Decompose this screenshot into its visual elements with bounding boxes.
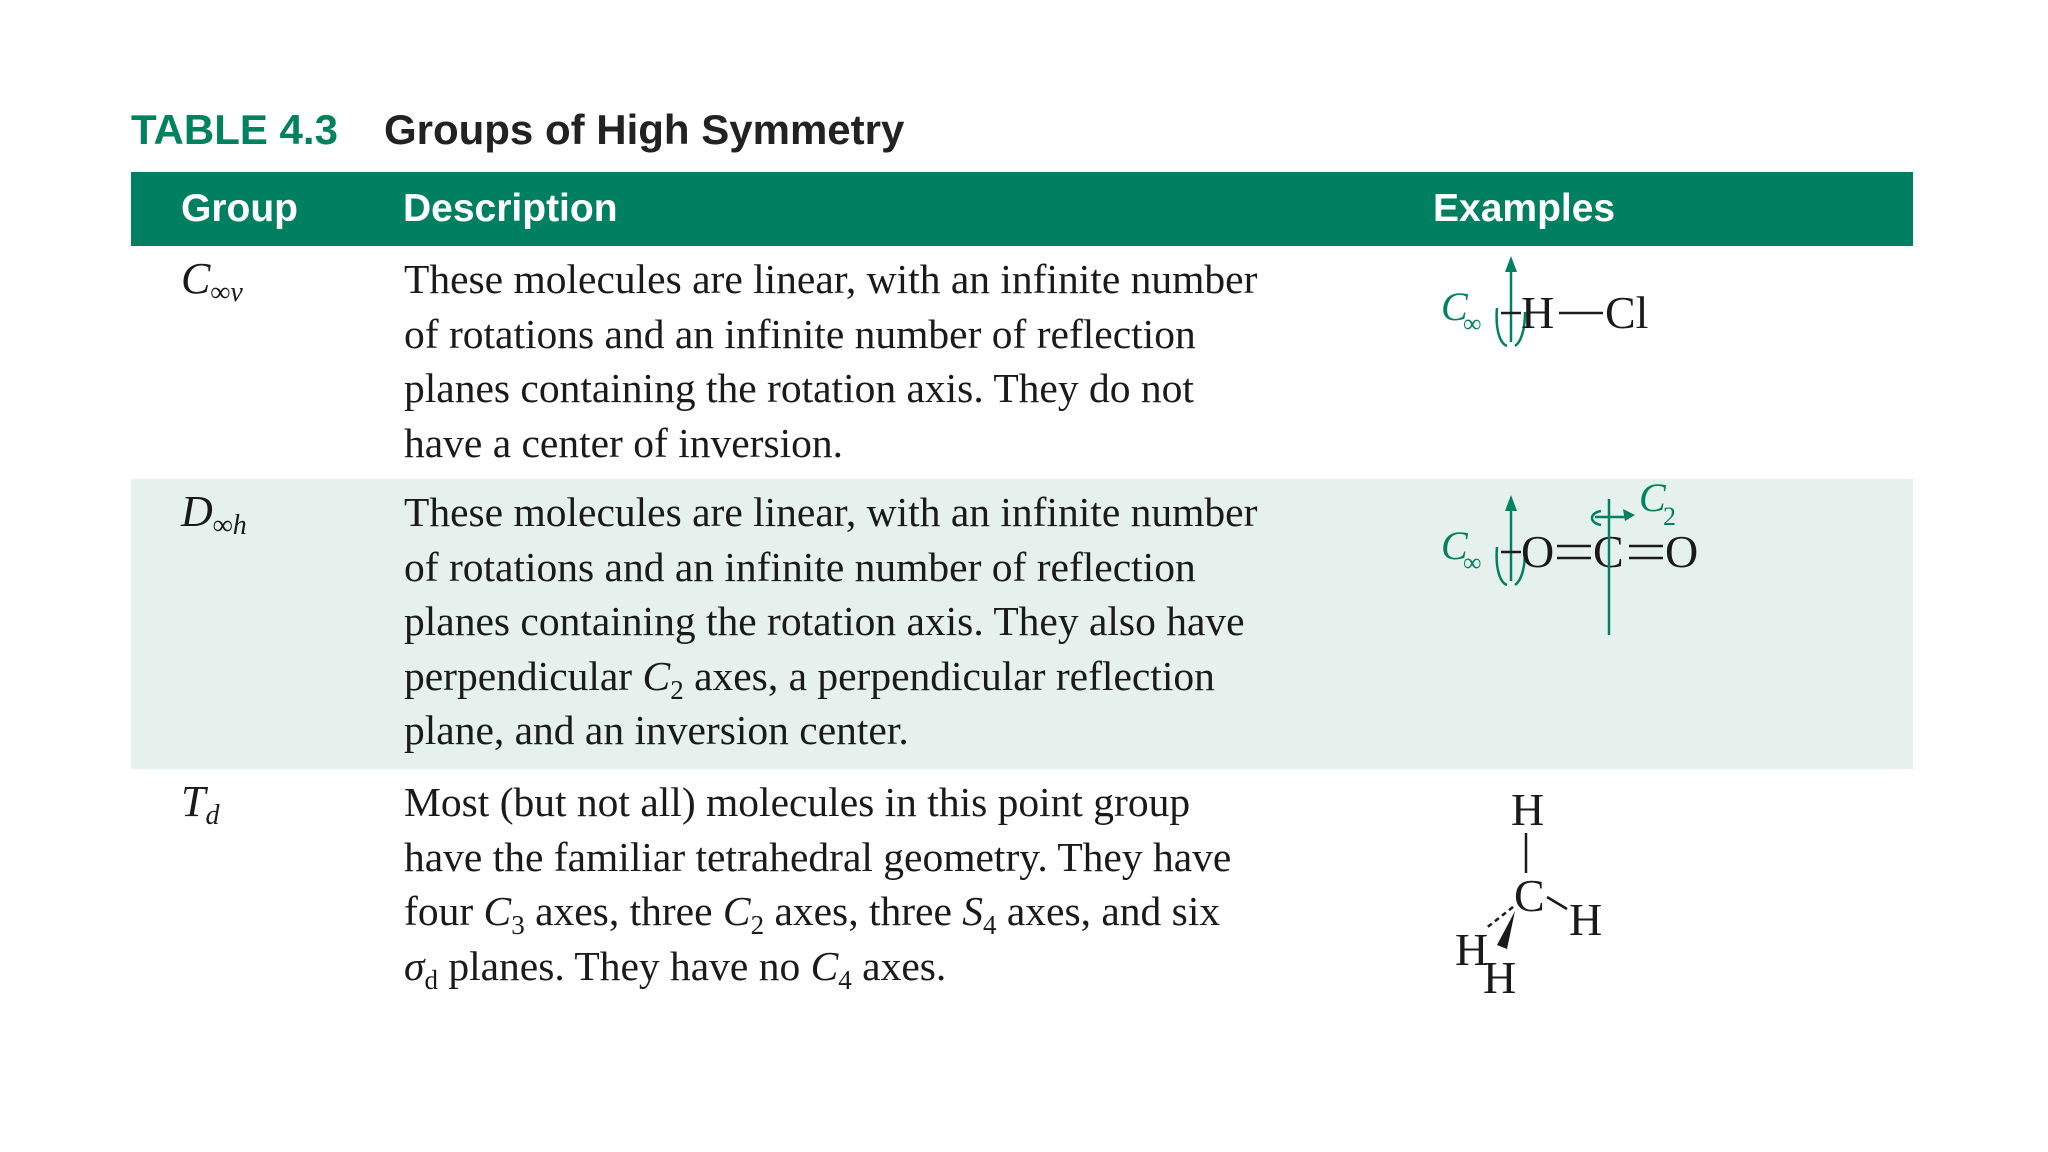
group-symbol: T: [181, 777, 206, 826]
description-line: have a center of inversion.: [404, 419, 844, 466]
subscript: 2: [750, 910, 765, 940]
rotation-axis-arrow-icon: [1505, 495, 1517, 511]
example-hcl: [1441, 246, 1701, 356]
description-cell: [404, 252, 1404, 470]
atom-h-left: H: [1455, 924, 1489, 975]
description-line: have the familiar tetrahedral geometry. They have: [404, 833, 1232, 880]
atom-h-right: H: [1569, 894, 1603, 945]
text-run: axes, three: [764, 888, 963, 934]
example-co2: [1441, 475, 1771, 639]
bond-c-h-right: [1547, 897, 1567, 909]
atom-h-top: H: [1511, 784, 1545, 835]
description-line: [404, 939, 1404, 994]
example-methane: [1441, 769, 1641, 1003]
subscript: 3: [511, 910, 525, 940]
header-description: Description: [403, 187, 618, 230]
group-symbol: C: [181, 254, 211, 303]
symmetry-table: [131, 172, 1913, 1009]
group-cell: [181, 252, 243, 320]
symbol-c: C: [642, 652, 671, 699]
description-cell: [404, 775, 1404, 993]
group-cell: [181, 485, 247, 553]
symbol-c: C: [483, 888, 512, 934]
description-line: [404, 884, 1404, 939]
atom-c: C: [1514, 870, 1545, 921]
description-line: plane, and an inversion center.: [404, 707, 909, 753]
subscript: d: [424, 964, 438, 995]
description-line: planes containing the rotation axis. They do not: [404, 365, 1194, 411]
description-line: These molecules are linear, with an infinite number: [404, 489, 1258, 535]
table-caption: [131, 100, 904, 160]
methane-structure: [1441, 769, 1641, 1003]
symbol-sigma: σ: [404, 942, 425, 989]
cinf-axis-subscript: ∞: [1463, 548, 1482, 577]
header-group: Group: [181, 187, 298, 230]
table-number: TABLE 4.3: [131, 106, 338, 153]
text-run: axes, three: [524, 888, 723, 934]
subscript: 4: [838, 964, 852, 995]
table-header: [131, 172, 1913, 246]
symbol-s: S: [962, 888, 984, 934]
group-symbol: D: [181, 487, 213, 536]
description-line: [404, 649, 1404, 704]
description-line: planes containing the rotation axis. They also have: [404, 598, 1245, 644]
subscript: 4: [983, 910, 997, 940]
cinf-axis-subscript: ∞: [1463, 309, 1482, 338]
table-title: Groups of High Symmetry: [383, 106, 905, 153]
atom-h-bottom: H: [1483, 952, 1517, 1003]
rotation-axis-arrow-icon: [1505, 256, 1517, 272]
description-cell: [404, 485, 1404, 758]
text-run: planes. They have no: [437, 942, 811, 989]
description-line: These molecules are linear, with an infinite number: [404, 256, 1258, 302]
table-row: [131, 769, 1913, 1009]
text-run: axes, and six: [996, 888, 1221, 934]
description-line: of rotations and an infinite number of reflection: [404, 310, 1196, 357]
header-examples: Examples: [1433, 187, 1616, 230]
atom-h: H: [1521, 287, 1555, 338]
group-subscript: d: [205, 800, 220, 831]
group-cell: [181, 775, 219, 843]
atom-cl: Cl: [1605, 287, 1649, 338]
c2-arrow-icon: [1623, 509, 1635, 521]
text-run: perpendicular: [404, 652, 643, 699]
atom-o-right: O: [1665, 526, 1699, 577]
description-line: Most (but not all) molecules in this point group: [404, 779, 1191, 825]
wedge-bond: [1497, 911, 1515, 949]
group-subscript: ∞h: [212, 510, 247, 541]
hcl-structure: [1441, 246, 1701, 356]
subscript: 2: [670, 674, 684, 705]
cinf-axis-label: C: [1441, 523, 1468, 568]
symbol-c: C: [810, 942, 839, 989]
co2-structure: [1441, 475, 1771, 639]
text-run: axes.: [851, 942, 947, 989]
atom-c: C: [1593, 526, 1624, 577]
c2-axis-subscript: 2: [1663, 502, 1676, 531]
table-row: [131, 475, 1913, 769]
c2-axis-label: C: [1639, 475, 1666, 520]
text-run: four: [404, 888, 484, 934]
text-run: axes, a perpendicular reflection: [683, 652, 1215, 699]
table-row: [131, 246, 1913, 479]
atom-o-left: O: [1521, 526, 1555, 577]
cinf-axis-label: C: [1441, 284, 1468, 329]
group-subscript: ∞v: [210, 277, 243, 308]
description-line: of rotations and an infinite number of reflection: [404, 543, 1196, 590]
symbol-c: C: [722, 888, 751, 934]
